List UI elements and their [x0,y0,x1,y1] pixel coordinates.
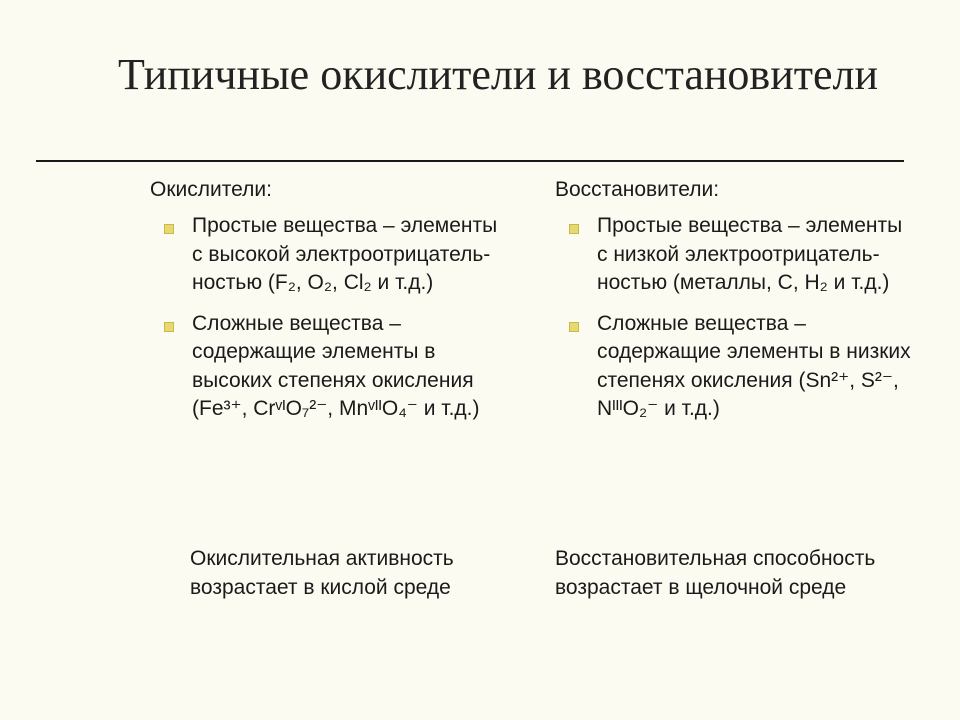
oxidizer-complex-substances: Сложные вещества – содержащие элементы в высоких степенях окисления (Fe³⁺, CrᵛᴵO₇²⁻, MnᵛᴵᴵO₄⁻ и т.д.) [192,311,480,420]
reducer-complex-substances: Сложные вещества – содержащие элементы в низких степенях окисления (Sn²⁺, S²⁻, NᴵᴵᴵO₂⁻ и т.д.) [597,311,911,420]
list-item [150,310,510,424]
oxidizers-heading: Окислители: [150,178,272,201]
list-item [150,212,510,298]
oxidizers-list [150,212,510,424]
list-item [555,310,915,424]
title-divider [36,160,904,162]
slide-title: Типичные окислители и восстановители [118,50,879,99]
square-bullet-icon [164,322,174,332]
reducers-column [555,176,915,436]
square-bullet-icon [569,224,579,234]
reducers-list [555,212,915,424]
oxidizer-note: Окислительная активность возрастает в кислой среде [190,547,454,599]
square-bullet-icon [569,322,579,332]
square-bullet-icon [164,224,174,234]
reducers-heading: Восстановители: [555,178,720,201]
oxidizers-column [150,176,510,436]
list-item [555,212,915,298]
reducer-note: Восстановительная способность возрастает в щелочной среде [555,547,876,599]
reducer-simple-substances: Простые вещества – элементы с низкой электроотрицатель-ностью (металлы, C, H₂ и т.д.) [597,214,903,294]
oxidizer-simple-substances: Простые вещества – элементы с высокой электроотрицатель-ностью (F₂, O₂, Cl₂ и т.д.) [192,214,498,294]
